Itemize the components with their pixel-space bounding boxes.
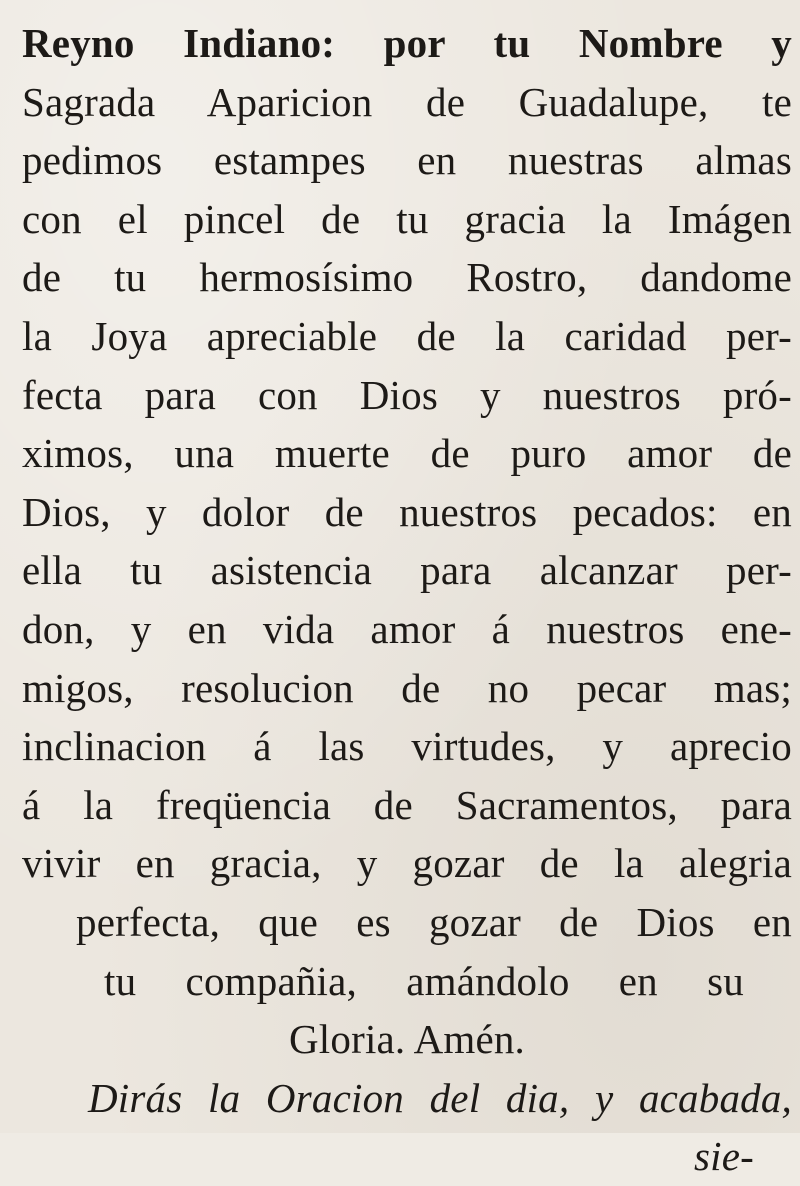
- text-line: de tu hermosísimo Rostro, dandome: [22, 254, 792, 301]
- text-line: vivir en gracia, y gozar de la alegria: [22, 840, 792, 887]
- text-line: ella tu asistencia para alcanzar per-: [22, 547, 792, 594]
- text-line: perfecta, que es gozar de Dios en: [76, 898, 792, 945]
- prayer-text: [22, 14, 792, 1186]
- text-line: don, y en vida amor á nuestros ene-: [22, 605, 792, 652]
- text-line: la Joya apreciable de la caridad per-: [22, 312, 792, 359]
- text-line: con el pincel de tu gracia la Imágen: [22, 195, 792, 242]
- rubric-line: Dirás la Oracion del dia, y acabada,: [88, 1074, 792, 1121]
- text-line: pedimos estampes en nuestras almas: [22, 137, 792, 184]
- text-line: Reyno Indiano: por tu Nombre y: [22, 20, 792, 66]
- text-line: migos, resolucion de no pecar mas;: [22, 664, 792, 711]
- text-line: Dios, y dolor de nuestros pecados: en: [22, 488, 792, 535]
- text-line: ximos, una muerte de puro amor de: [22, 430, 792, 477]
- text-line: Gloria. Amén.: [288, 1016, 526, 1063]
- catchword: sie-: [694, 1133, 754, 1180]
- text-line: tu compañia, amándolo en su: [104, 957, 744, 1004]
- text-line: á la freqüencia de Sacramentos, para: [22, 781, 792, 828]
- text-line: Sagrada Aparicion de Guadalupe, te: [22, 78, 792, 125]
- text-line: fecta para con Dios y nuestros pró-: [22, 371, 792, 418]
- text-line: inclinacion á las virtudes, y aprecio: [22, 723, 792, 770]
